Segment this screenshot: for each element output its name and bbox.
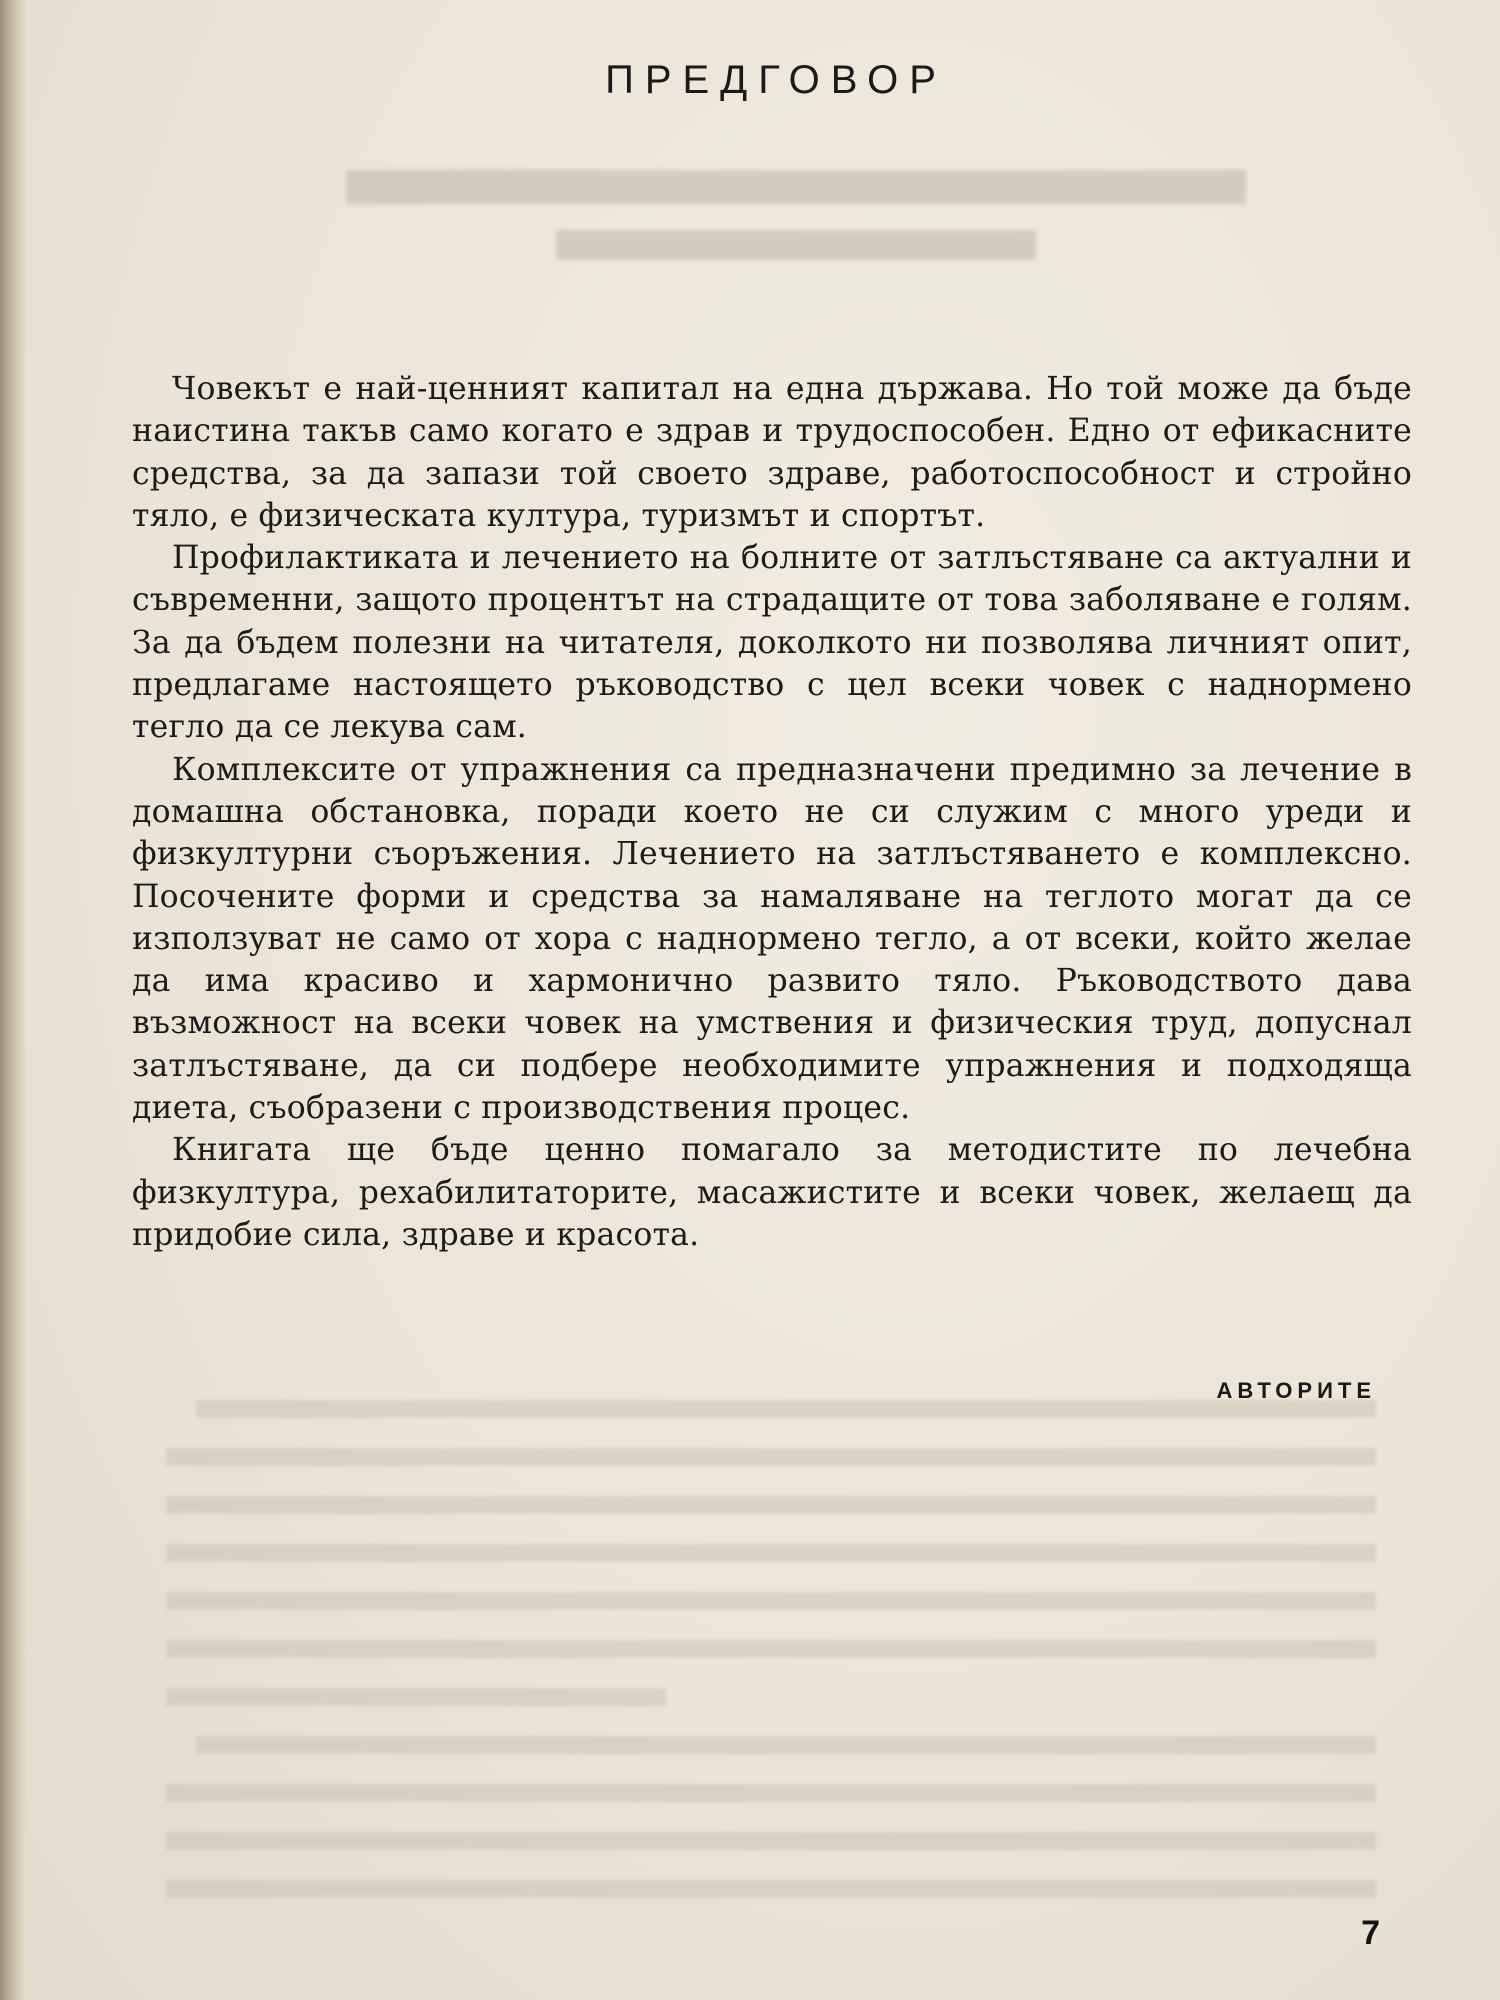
bleed-through-heading <box>326 150 1266 295</box>
bleed-through-lines <box>166 1390 1406 1930</box>
authors-signature: АВТОРИТЕ <box>1216 1378 1376 1403</box>
paragraph-3: Комплексите от упражнения са предназначени предимно за лечение в домашна обстановка, поради което не си служим с много уреди и физкултурни съоръжения. Лечението на затлъстяването е комплексно. Посочените форми и средства за намаляване на теглото могат да се използуват не само от хора с наднормено тегло, а от всеки, който желае да има красиво и хармонично развито тяло. Ръководството дава възможност на всеки човек на умствения и физическия труд, допуснал затлъстяване, да си подбере необходимите упражнения и подходяща диета, съобразени с производствения процес. <box>132 751 1412 1127</box>
page-title: ПРЕДГОВОР <box>605 58 947 102</box>
book-page <box>26 0 1500 2000</box>
paragraph-2: Профилактиката и лечението на болните от затлъстяване са актуални и съвременни, защото процентът на страдащите от това заболяване е голям. За да бъдем полезни на читателя, доколкото ни позволява личният опит, предлагаме настоящето ръководство с цел всеки човек с наднормено тегло да се лекува сам. <box>132 540 1412 746</box>
bleed-through-heading-shape <box>326 150 1266 280</box>
bleed-through-text <box>166 1390 1406 1943</box>
preface-body <box>132 368 1412 1256</box>
book-spine-edge <box>0 0 26 2000</box>
paragraph-4: Книгата ще бъде ценно помагало за методистите по лечебна физкултура, рехабилитаторите, масажистите и всеки човек, желаещ да придобие сила, здраве и красота. <box>132 1132 1412 1253</box>
paragraph-1: Човекът е най-ценният капитал на една държава. Но той може да бъде наистина такъв само когато е здрав и трудоспособен. Едно от ефикасните средства, за да запази той своето здраве, работоспособност и стройно тяло, е физическата култура, туризмът и спортът. <box>132 371 1412 534</box>
page-number: 7 <box>1361 1914 1380 1952</box>
